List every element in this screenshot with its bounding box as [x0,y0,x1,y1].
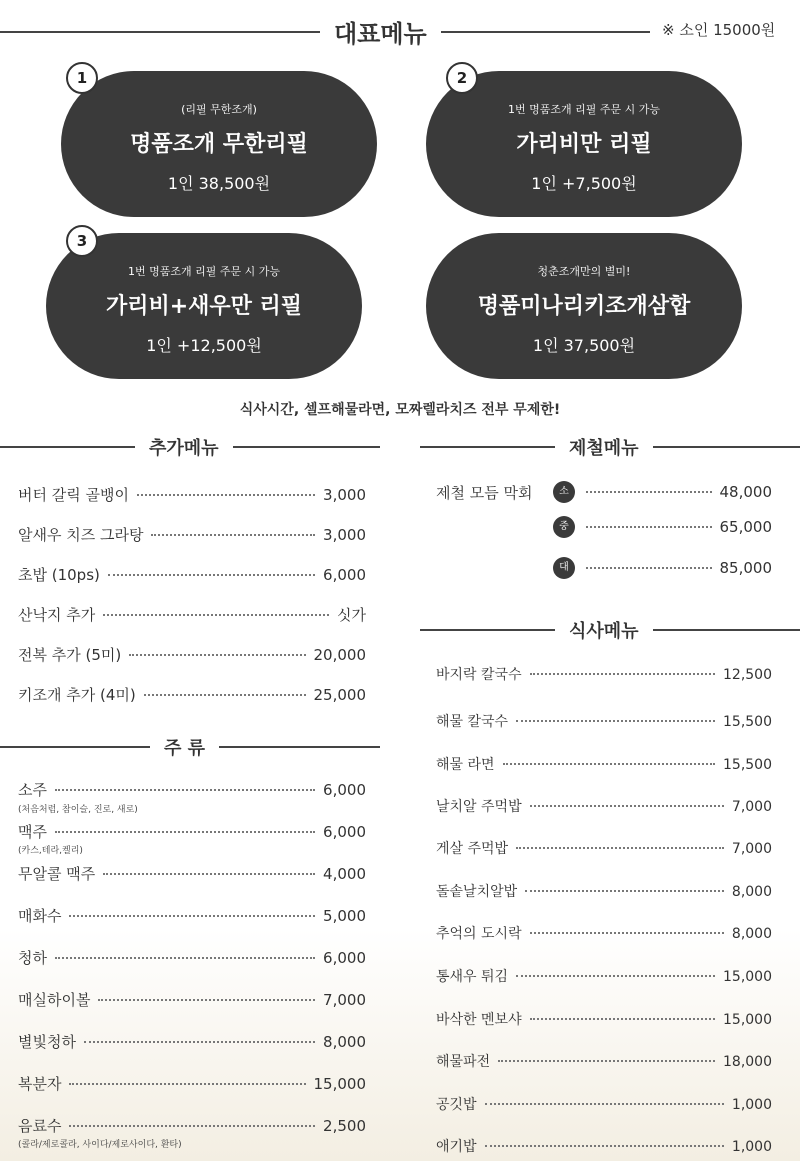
leader-dots [586,567,712,569]
header-rule-right [653,629,800,631]
item-name: 무알콜 맥주 [18,865,96,883]
card-price: 1인 +12,500원 [146,336,262,355]
signature-card-2 [426,71,742,217]
seasonal-price-row [586,559,772,577]
meal-item [436,1094,772,1114]
item-price: 15,000 [723,1012,772,1028]
leader-dots [129,654,305,656]
item-name: 게살 주먹밥 [436,841,509,857]
meal-item [436,711,772,731]
seasonal-price-row [586,518,772,536]
meal-item [436,796,772,816]
leader-dots [137,494,315,496]
leader-dots [84,1041,315,1043]
drink-item [18,863,366,884]
card-caption: 1번 명품조개 리필 주문 시 가능 [128,265,280,278]
leader-dots [530,932,724,934]
extra-item [18,684,366,705]
card-caption: 1번 명품조개 리필 주문 시 가능 [508,103,660,116]
item-price: 6,000 [323,823,366,841]
item-price: 6,000 [323,949,366,967]
header-rule-left [0,446,135,448]
item-name: 추억의 도시락 [436,926,522,942]
meal-item [436,838,772,858]
meal-item [436,1009,772,1029]
unlimited-tagline: 식사시간, 셀프해물라면, 모짜렐라치즈 전부 무제한! [239,402,561,418]
seasonal-menu-title: 제철메뉴 [569,438,639,459]
item-name: 바삭한 멘보샤 [436,1012,522,1028]
drinks-title: 주 류 [164,738,206,759]
leader-dots [525,890,724,892]
leader-dots [55,831,315,833]
item-price: 1,000 [731,1139,772,1155]
item-name: 음료수 [18,1117,62,1135]
leader-dots [103,873,315,875]
meal-item [436,923,772,943]
card-price: 1인 38,500원 [167,174,271,193]
drink-item [18,1073,366,1094]
child-price-note: ※ 소인 15000원 [662,21,776,39]
header-rule-left [0,746,150,748]
extra-item [18,524,366,545]
leader-dots [530,1018,715,1020]
header-rule-right [219,746,380,748]
extra-item [18,604,366,625]
meal-item [436,754,772,774]
item-price: 6,000 [323,781,366,799]
item-name: 소주 [18,781,47,799]
item-price: 싯가 [337,606,366,624]
signature-card-4 [426,233,742,379]
size-small-badge: 소 [553,481,575,503]
drink-item [18,989,366,1010]
item-price: 15,500 [723,757,772,773]
item-price: 3,000 [323,486,366,504]
leader-dots [55,789,315,791]
item-name: 날치알 주먹밥 [436,799,522,815]
item-price: 6,000 [323,566,366,584]
seasonal-item-name [436,482,532,503]
item-price: 8,000 [323,1033,366,1051]
item-name: 애기밥 [436,1139,477,1155]
extra-menu-header [0,434,380,460]
item-note: (콜라/제로콜라, 사이다/제로사이다, 환타) [18,1140,182,1150]
card-title: 명품미나리키조개삼합 [477,294,691,319]
drink-item [18,821,366,842]
item-price: 7,000 [323,991,366,1009]
badge-number-1: 1 [66,62,98,94]
seasonal-price-row [586,483,772,501]
page-title: 대표메뉴 [334,20,427,48]
leader-dots [69,915,315,917]
leader-dots [55,957,315,959]
item-name: 제철 모듬 막회 [436,484,533,502]
signature-card-1 [61,71,377,217]
leader-dots [503,763,715,765]
extra-item [18,484,366,505]
leader-dots [485,1103,724,1105]
extra-menu-title: 추가메뉴 [149,438,219,459]
item-name: 청하 [18,949,47,967]
item-price: 25,000 [313,686,366,704]
item-name: 초밥 (10ps) [18,566,100,584]
item-name: 돌솥날치알밥 [436,884,518,900]
item-note: (카스,테라,켈리) [18,846,83,856]
size-medium-badge: 중 [553,516,575,538]
header-rule-right [653,446,800,448]
card-title: 가리비+새우만 리필 [105,294,303,319]
item-name: 바지락 칼국수 [436,667,522,683]
item-price: 15,000 [313,1075,366,1093]
item-price: 8,000 [731,884,772,900]
item-price: 15,000 [723,969,772,985]
item-name: 해물 칼국수 [436,714,509,730]
leader-dots [108,574,315,576]
card-price: 1인 +7,500원 [531,174,637,193]
leader-dots [516,720,715,722]
leader-dots [498,1060,715,1062]
card-caption: 청춘조개만의 별미! [537,265,631,278]
leader-dots [530,673,715,675]
item-name: 매실하이볼 [18,991,91,1009]
drink-item [18,905,366,926]
leader-dots [69,1125,315,1127]
meal-item [436,966,772,986]
item-price: 15,500 [723,714,772,730]
drinks-header [0,734,380,760]
item-price: 8,000 [731,926,772,942]
leader-dots [516,847,724,849]
meal-item [436,1136,772,1156]
item-price: 4,000 [323,865,366,883]
leader-dots [586,526,712,528]
extra-item [18,564,366,585]
item-name: 버터 갈릭 골뱅이 [18,486,129,504]
header-rule-right [233,446,380,448]
signature-menu-header [0,14,650,49]
leader-dots [530,805,724,807]
meal-item [436,1051,772,1071]
item-name: 별빛청하 [18,1033,76,1051]
meal-item [436,881,772,901]
drink-item [18,1031,366,1052]
meal-menu-header [420,617,800,643]
item-name: 해물 라면 [436,757,495,773]
leader-dots [69,1083,305,1085]
item-name: 전복 추가 (5미) [18,646,122,664]
leader-dots [586,491,712,493]
item-price: 20,000 [313,646,366,664]
item-name: 해물파전 [436,1054,491,1070]
leader-dots [144,694,306,696]
item-price: 65,000 [719,518,772,536]
drink-item [18,947,366,968]
header-rule-right [441,31,650,33]
card-title: 명품조개 무한리필 [130,132,308,157]
card-price: 1인 37,500원 [532,336,636,355]
header-rule-left [420,629,555,631]
item-price: 48,000 [719,483,772,501]
leader-dots [103,614,329,616]
size-large-badge: 대 [553,557,575,579]
card-title: 가리비만 리필 [516,132,652,157]
seasonal-menu-header [420,434,800,460]
leader-dots [516,975,715,977]
item-price: 5,000 [323,907,366,925]
item-price: 85,000 [719,559,772,577]
item-name: 통새우 튀김 [436,969,509,985]
item-name: 알새우 치즈 그라탕 [18,526,144,544]
header-rule-left [420,446,555,448]
extra-item [18,644,366,665]
leader-dots [98,999,315,1001]
header-rule-left [0,31,320,33]
item-name: 키조개 추가 (4미) [18,686,136,704]
signature-card-3 [46,233,362,379]
meal-item [436,664,772,684]
item-price: 7,000 [731,841,772,857]
badge-number-2: 2 [446,62,478,94]
item-name: 공깃밥 [436,1097,477,1113]
item-price: 7,000 [731,799,772,815]
drink-item [18,779,366,800]
leader-dots [151,534,315,536]
card-caption: (리필 무한조개) [181,103,257,116]
item-name: 맥주 [18,823,47,841]
item-name: 복분자 [18,1075,62,1093]
item-price: 2,500 [323,1117,366,1135]
item-price: 1,000 [731,1097,772,1113]
item-name: 매화수 [18,907,62,925]
item-price: 3,000 [323,526,366,544]
item-note: (처음처럼, 참이슬, 진로, 새로) [18,805,138,815]
item-name: 산낙지 추가 [18,606,96,624]
meal-menu-title: 식사메뉴 [569,621,639,642]
leader-dots [485,1145,724,1147]
badge-number-3: 3 [66,225,98,257]
item-price: 12,500 [723,667,772,683]
drink-item [18,1115,366,1136]
item-price: 18,000 [723,1054,772,1070]
